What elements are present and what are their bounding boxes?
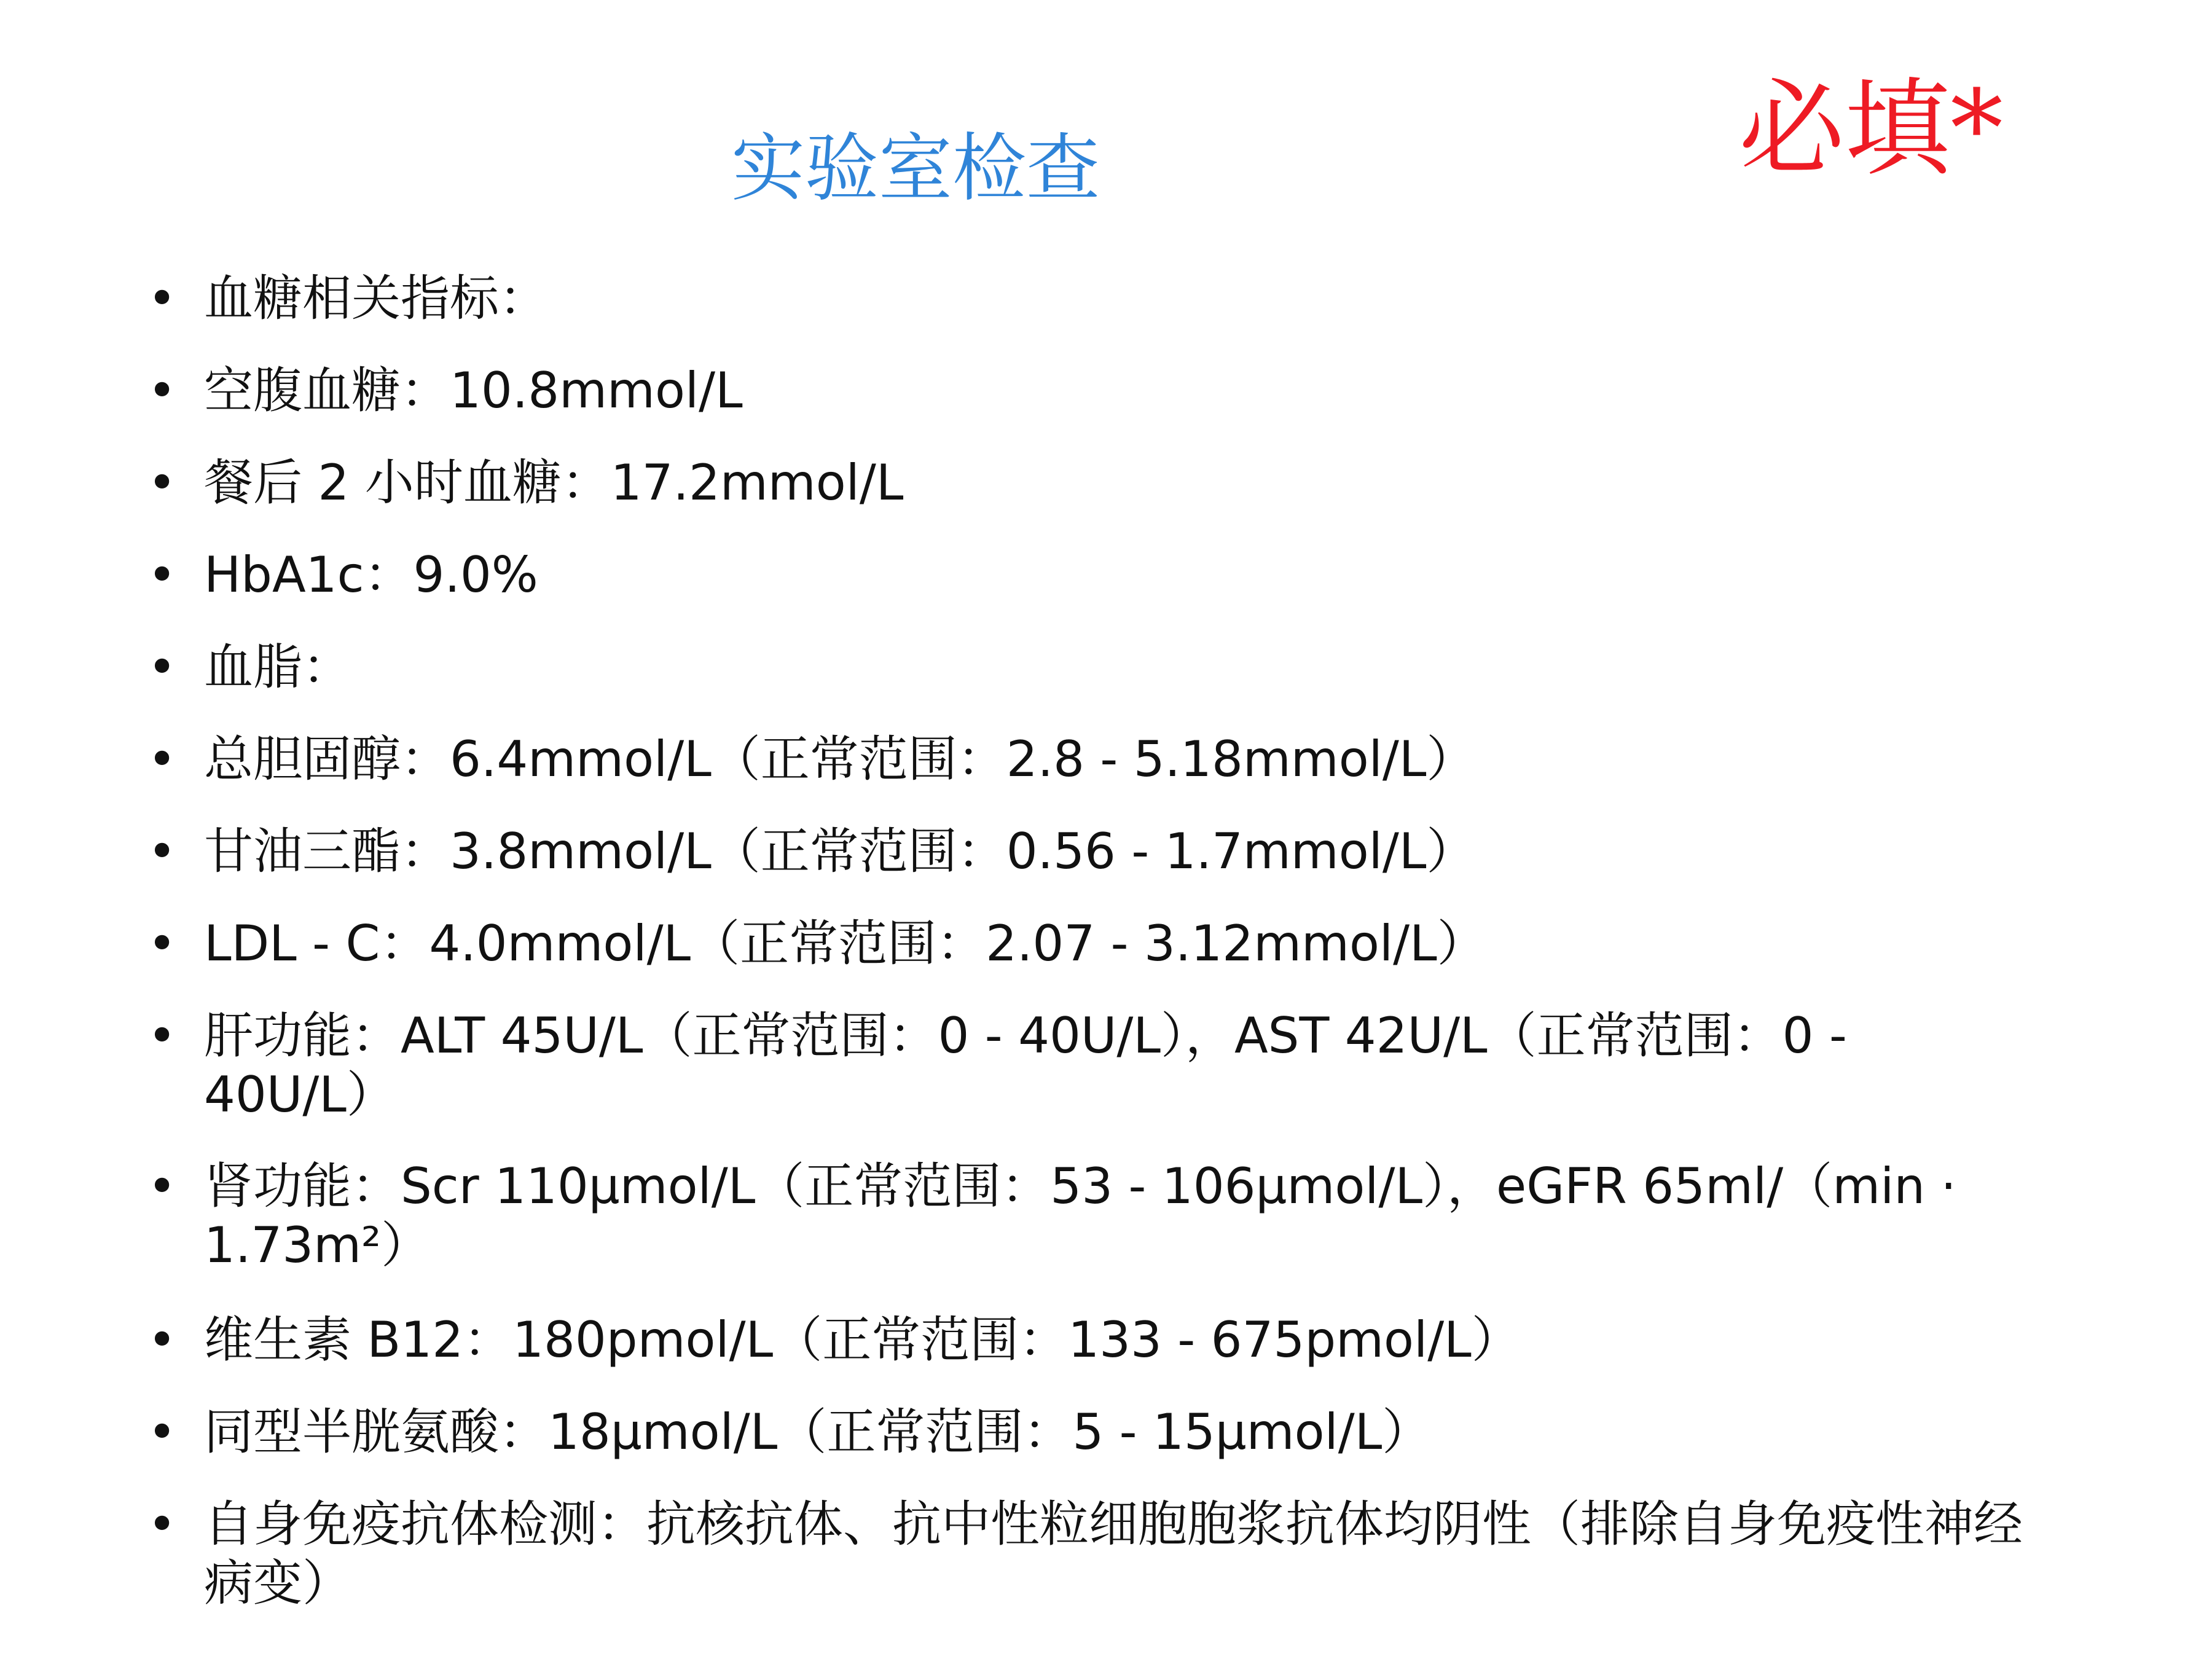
list-item-text: HbA1c：9.0% (204, 546, 538, 603)
bullet-icon: • (147, 1496, 177, 1553)
list-item-text: 空腹血糖：10.8mmol/L (204, 362, 743, 419)
bullet-icon: • (147, 1311, 177, 1368)
bullet-icon: • (147, 1158, 177, 1215)
bullet-icon: • (147, 915, 177, 972)
slide-title: 实验室检查 (731, 126, 1100, 211)
list-item-text: 肾功能：Scr 110μmol/L（正常范围：53 - 106μmol/L），eGFR 65ml/（min · 1.73m²） (204, 1158, 1956, 1274)
list-item-homocysteine (147, 1403, 2028, 1462)
list-item-liver-function (147, 1006, 2028, 1124)
bullet-icon: • (147, 823, 177, 880)
list-item-text: 餐后 2 小时血糖：17.2mmol/L (204, 454, 904, 511)
bullet-icon: • (147, 454, 177, 511)
list-item-total-cholesterol (147, 730, 2028, 789)
list-item-triglycerides (147, 822, 2028, 881)
list-item-text: 肝功能：ALT 45U/L（正常范围：0 - 40U/L），AST 42U/L（正常范围：0 - 40U/L） (204, 1007, 1847, 1123)
bullet-icon: • (147, 270, 177, 327)
list-item-kidney-function (147, 1157, 2028, 1275)
list-item-lipids-heading (147, 638, 2028, 697)
list-item-ldl-c (147, 914, 2028, 973)
bullet-icon: • (147, 546, 177, 603)
list-item-autoimmune-antibodies (147, 1495, 2028, 1613)
list-item-text: 维生素 B12：180pmol/L（正常范围：133 - 675pmol/L） (204, 1311, 1521, 1368)
bullet-icon: • (147, 362, 177, 419)
list-item-text: 自身免疫抗体检测：抗核抗体、抗中性粒细胞胞浆抗体均阴性（排除自身免疫性神经病变） (204, 1496, 2023, 1612)
bullet-icon: • (147, 1403, 177, 1461)
list-item-text: 同型半胱氨酸：18μmol/L（正常范围：5 - 15μmol/L） (204, 1403, 1432, 1461)
list-item-postprandial-glucose (147, 453, 2028, 512)
list-item-text: 血糖相关指标： (204, 270, 548, 327)
bullet-icon: • (147, 731, 177, 788)
list-item-fasting-glucose (147, 361, 2028, 420)
required-mark: 必填* (1739, 67, 2003, 190)
list-item-text: 甘油三酯：3.8mmol/L（正常范围：0.56 - 1.7mmol/L） (204, 823, 1476, 880)
bullet-icon: • (147, 1007, 177, 1064)
list-item-hba1c (147, 546, 2028, 605)
list-item-text: LDL - C：4.0mmol/L（正常范围：2.07 - 3.12mmol/L） (204, 915, 1486, 972)
list-item-glucose-heading (147, 269, 2028, 328)
list-item-vitamin-b12 (147, 1311, 2028, 1370)
list-item-text: 总胆固醇：6.4mmol/L（正常范围：2.8 - 5.18mmol/L） (204, 731, 1476, 788)
bullet-icon: • (147, 638, 177, 696)
list-item-text: 血脂： (204, 638, 351, 696)
